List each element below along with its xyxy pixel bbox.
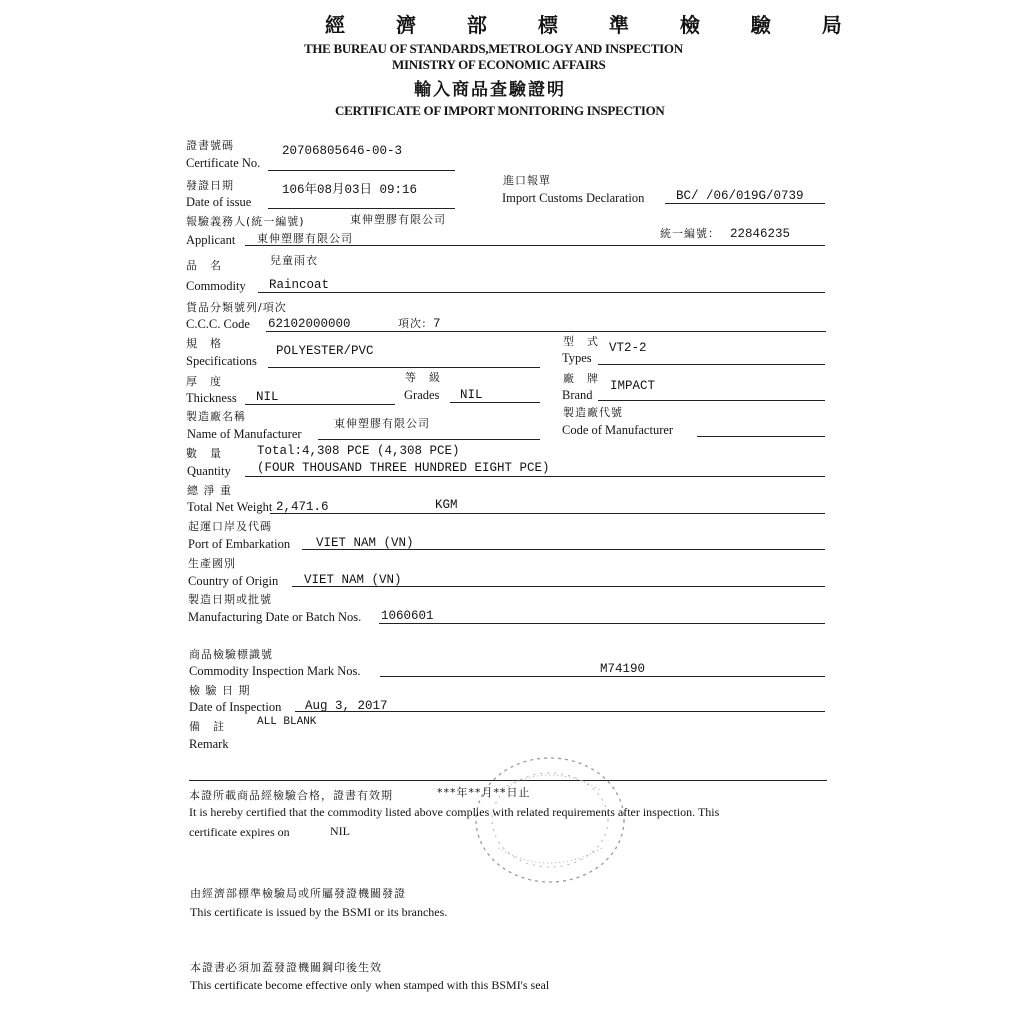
commodity-underline (258, 292, 825, 293)
certificate-no-label: Certificate No. (186, 156, 261, 170)
customs-declaration-label-cn: 進口報單 (503, 174, 551, 187)
net-weight-label: Total Net Weight (187, 500, 273, 514)
types-label: Types (562, 351, 592, 365)
manufacturer-value: 東伸塑膠有限公司 (334, 417, 430, 430)
applicant-label: Applicant (186, 233, 236, 247)
mark-underline (380, 676, 825, 677)
grades-value: NIL (460, 388, 483, 402)
inspection-date-value: Aug 3, 2017 (305, 699, 388, 713)
batch-underline (379, 623, 825, 624)
specifications-label-cn: 規 格 (186, 337, 222, 350)
types-underline (598, 364, 825, 365)
manufacturer-label-cn: 製造廠名稱 (186, 410, 246, 423)
mark-value: M74190 (600, 662, 646, 676)
brand-value: IMPACT (610, 379, 656, 393)
port-value: VIET NAM (VN) (316, 536, 414, 550)
remark-label: Remark (189, 737, 229, 751)
expires-value: NIL (330, 824, 350, 838)
customs-declaration-label: Import Customs Declaration (502, 191, 645, 205)
commodity-label-cn: 品 名 (186, 259, 222, 272)
ccc-item-value: 7 (433, 317, 441, 331)
batch-label: Manufacturing Date or Batch Nos. (188, 610, 362, 624)
types-value: VT2-2 (609, 341, 647, 355)
net-weight-unit: KGM (435, 498, 458, 512)
agency-title-en: THE BUREAU OF STANDARDS,METROLOGY AND INSPECTION (304, 41, 683, 56)
applicant-value-cn-top: 東伸塑膠有限公司 (350, 213, 446, 226)
thickness-value: NIL (256, 390, 279, 404)
manufacturer-label: Name of Manufacturer (187, 427, 302, 441)
expires-label: certificate expires on (189, 825, 290, 839)
applicant-id-label: 統一編號： (660, 227, 720, 240)
commodity-label: Commodity (186, 279, 246, 293)
net-weight-underline (270, 513, 825, 514)
quantity-label-cn: 數 量 (186, 447, 222, 460)
certificate-no-underline (268, 170, 455, 171)
mark-label-cn: 商品檢驗標識號 (189, 648, 273, 661)
origin-underline (292, 586, 825, 587)
thickness-label-cn: 厚 度 (186, 375, 222, 388)
document-title-cn: 輸入商品查驗證明 (414, 80, 566, 100)
applicant-value: 東伸塑膠有限公司 (257, 232, 353, 245)
batch-label-cn: 製造日期或批號 (188, 593, 272, 606)
batch-value: 1060601 (381, 609, 434, 623)
agency-title-cn: 經 濟 部 標 準 檢 驗 局 (325, 13, 864, 37)
applicant-label-cn: 報驗義務人(統一編號) (186, 215, 305, 228)
inspection-date-label: Date of Inspection (189, 700, 282, 714)
date-of-issue-value: 106年08月03日 09:16 (282, 183, 418, 197)
effective-statement-cn: 本證書必須加蓋發證機關鋼印後生效 (190, 961, 382, 974)
date-of-issue-underline (268, 208, 455, 209)
validity-statement-en: It is hereby certified that the commodity listed above complies with related requirements after inspection. This (189, 805, 720, 819)
thickness-underline (245, 404, 395, 405)
date-of-issue-label-cn: 發證日期 (186, 179, 234, 192)
bsmi-seal-icon (470, 750, 630, 890)
date-of-issue-label: Date of issue (186, 195, 252, 209)
customs-declaration-value: BC/ /06/019G/0739 (676, 189, 804, 203)
issued-statement-en: This certificate is issued by the BSMI or its branches. (190, 905, 448, 919)
quantity-label: Quantity (187, 464, 231, 478)
origin-value: VIET NAM (VN) (304, 573, 402, 587)
ccc-code-value: 62102000000 (268, 317, 351, 331)
mark-label: Commodity Inspection Mark Nos. (189, 664, 361, 678)
net-weight-label-cn: 總 淨 重 (187, 484, 232, 497)
quantity-underline (245, 476, 825, 477)
validity-stars: ***年**月**日止 (437, 786, 531, 799)
grades-label-cn: 等 級 (405, 371, 441, 384)
commodity-value-cn: 兒童雨衣 (270, 254, 318, 267)
ccc-code-label: C.C.C. Code (186, 317, 250, 331)
remark-value: ALL BLANK (257, 716, 317, 728)
ccc-code-underline (266, 331, 826, 332)
brand-label-cn: 廠 牌 (563, 372, 599, 385)
origin-label-cn: 生產國別 (188, 557, 236, 570)
brand-underline (598, 400, 825, 401)
port-label: Port of Embarkation (188, 537, 291, 551)
specifications-label: Specifications (186, 354, 257, 368)
ccc-item-label: 項次: (398, 317, 427, 330)
remark-label-cn: 備 註 (189, 720, 225, 733)
thickness-label: Thickness (186, 391, 237, 405)
validity-statement-cn: 本證所載商品經檢驗合格，證書有效期 (189, 789, 393, 802)
types-label-cn: 型 式 (563, 335, 599, 348)
quantity-value-line2: (FOUR THOUSAND THREE HUNDRED EIGHT PCE) (257, 461, 550, 475)
grades-underline (450, 402, 540, 403)
net-weight-value: 2,471.6 (276, 500, 329, 514)
manufacturer-code-underline (697, 436, 825, 437)
manufacturer-code-label-cn: 製造廠代號 (563, 406, 623, 419)
inspection-date-label-cn: 檢 驗 日 期 (189, 684, 251, 697)
ministry-title-en: MINISTRY OF ECONOMIC AFFAIRS (392, 57, 606, 72)
specifications-underline (268, 367, 540, 368)
grades-label: Grades (404, 388, 440, 402)
manufacturer-underline (318, 439, 540, 440)
inspection-date-underline (295, 711, 825, 712)
manufacturer-code-label: Code of Manufacturer (562, 423, 674, 437)
applicant-underline (245, 245, 825, 246)
brand-label: Brand (562, 388, 593, 402)
applicant-id-value: 22846235 (730, 227, 791, 241)
port-label-cn: 起運口岸及代碼 (188, 520, 272, 533)
quantity-value-line1: Total:4,308 PCE (4,308 PCE) (257, 444, 460, 458)
certificate-no-label-cn: 證書號碼 (186, 139, 234, 152)
issued-statement-cn: 由經濟部標準檢驗局或所屬發證機關發證 (190, 887, 406, 900)
origin-label: Country of Origin (188, 574, 279, 588)
certificate-no-value: 20706805646-00-3 (282, 144, 403, 158)
document-title-en: CERTIFICATE OF IMPORT MONITORING INSPECTION (335, 103, 665, 118)
port-underline (302, 549, 825, 550)
ccc-code-label-cn: 貨品分類號列/項次 (186, 301, 287, 314)
specifications-value: POLYESTER/PVC (276, 344, 374, 358)
commodity-value: Raincoat (269, 278, 330, 292)
customs-declaration-underline (665, 203, 825, 204)
effective-statement-en: This certificate become effective only when stamped with this BSMI's seal (190, 978, 550, 992)
